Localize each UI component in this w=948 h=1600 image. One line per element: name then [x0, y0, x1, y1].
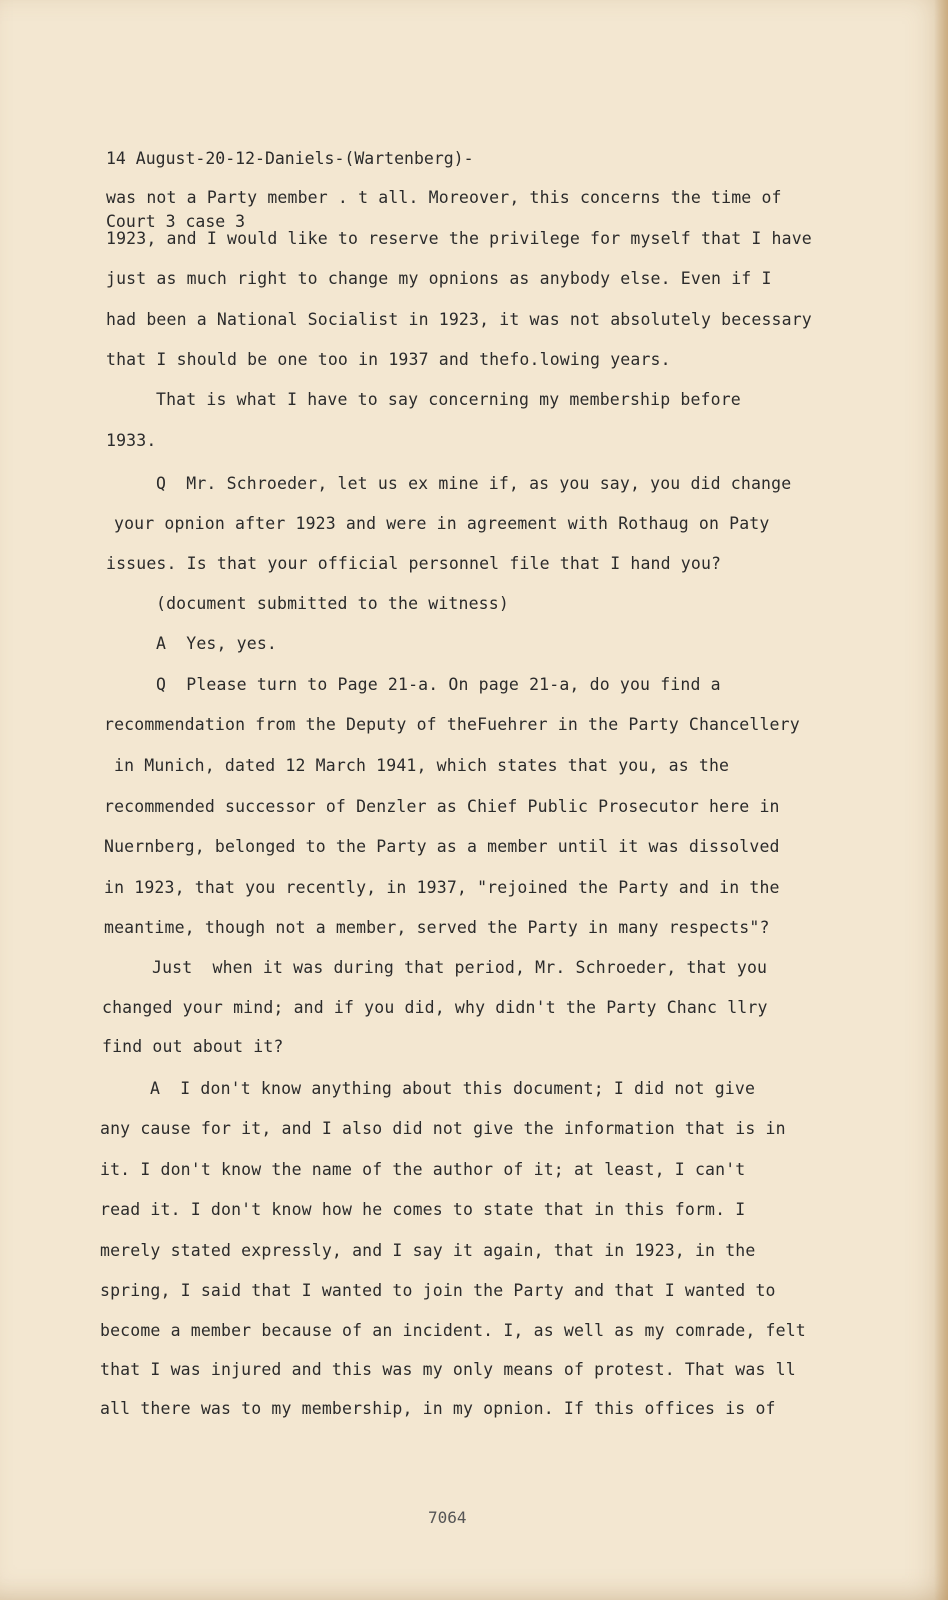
body-line: in 1923, that you recently, in 1937, "rejoined the Party and in the — [104, 878, 780, 897]
body-line: your opnion after 1923 and were in agreement with Rothaug on Paty — [114, 514, 770, 533]
body-line: Nuernberg, belonged to the Party as a member until it was dissolved — [104, 837, 780, 856]
body-line: in Munich, dated 12 March 1941, which states that you, as the — [114, 756, 730, 775]
body-line: changed your mind; and if you did, why didn't the Party Chanc llry — [102, 998, 768, 1017]
body-line: find out about it? — [102, 1037, 284, 1056]
body-line: A Yes, yes. — [156, 634, 278, 653]
body-line: spring, I said that I wanted to join the Party and that I wanted to — [100, 1281, 776, 1300]
header-line-2: Court 3 case 3 — [106, 212, 246, 231]
body-line: 1923, and I would like to reserve the privilege for myself that I have — [106, 229, 812, 248]
body-line: (document submitted to the witness) — [156, 594, 509, 613]
body-line: it. I don't know the name of the author of it; at least, I can't — [100, 1160, 746, 1179]
body-line: become a member because of an incident. I, as well as my comrade, felt — [100, 1321, 806, 1340]
body-line: merely stated expressly, and I say it again, that in 1923, in the — [100, 1241, 756, 1260]
body-line: just as much right to change my opnions as anybody else. Even if I — [106, 269, 772, 288]
body-line: any cause for it, and I also did not give the information that is in — [100, 1119, 786, 1138]
body-line: that I was injured and this was my only means of protest. That was ll — [100, 1360, 796, 1379]
body-line: A I don't know anything about this document; I did not give — [150, 1079, 756, 1098]
body-line: meantime, though not a member, served the Party in many respects"? — [104, 918, 770, 937]
body-line: that I should be one too in 1937 and thefo.lowing years. — [106, 350, 671, 369]
body-line: Q Mr. Schroeder, let us ex mine if, as you say, you did change — [156, 474, 792, 493]
body-line: read it. I don't know how he comes to state that in this form. I — [100, 1200, 746, 1219]
body-line: had been a National Socialist in 1923, it was not absolutely becessary — [106, 310, 812, 329]
body-line: 1933. — [106, 431, 157, 450]
body-line: Q Please turn to Page 21-a. On page 21-a, do you find a — [156, 675, 721, 694]
body-line: recommended successor of Denzler as Chief Public Prosecutor here in — [104, 797, 780, 816]
page-number: 7064 — [428, 1508, 467, 1527]
body-line: Just when it was during that period, Mr. Schroeder, that you — [152, 958, 768, 977]
body-line: That is what I have to say concerning my membership before — [156, 390, 741, 409]
body-line: was not a Party member . t all. Moreover, this concerns the time of — [106, 188, 782, 207]
header-line-1: 14 August-20-12-Daniels-(Wartenberg)- — [106, 149, 474, 168]
page-edge-shadow — [934, 0, 948, 1600]
body-line: recommendation from the Deputy of theFuehrer in the Party Chancellery — [104, 715, 800, 734]
body-line: all there was to my membership, in my opnion. If this offices is of — [100, 1399, 776, 1418]
body-line: issues. Is that your official personnel file that I hand you? — [106, 554, 722, 573]
